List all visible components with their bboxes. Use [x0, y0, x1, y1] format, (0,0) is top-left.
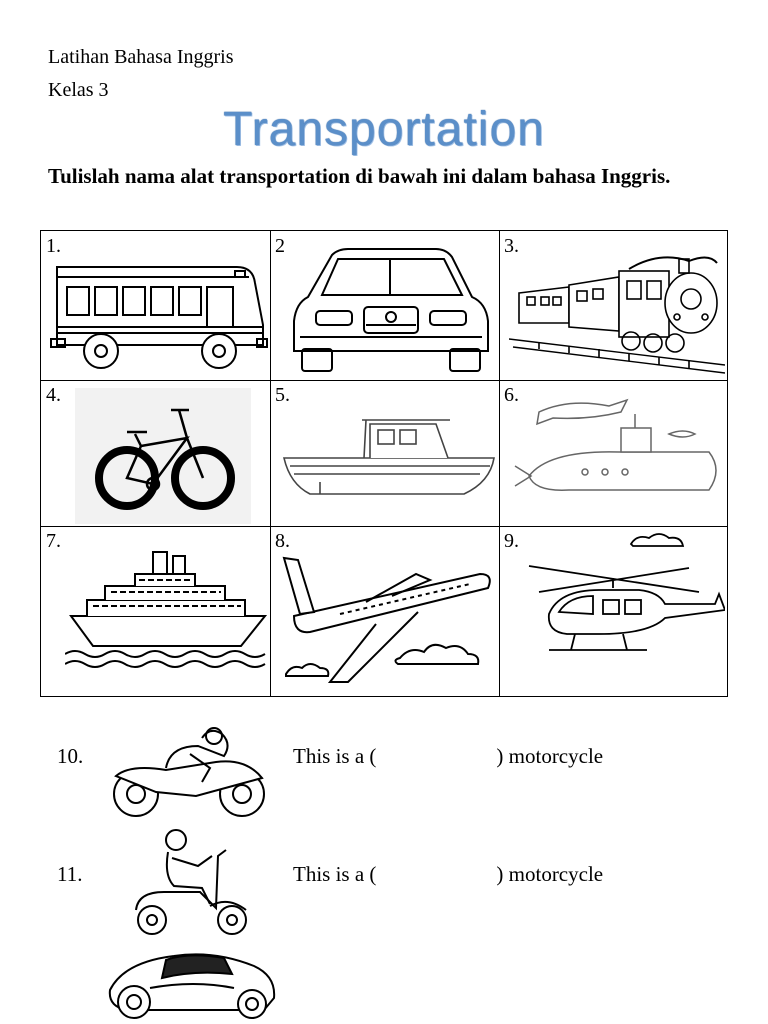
cell-number: 1.: [46, 235, 61, 257]
question-number: 10.: [57, 744, 84, 768]
boat-icon: [280, 410, 498, 506]
sentence-prefix: This is a (: [293, 744, 377, 768]
sports-car-icon: [104, 944, 280, 1024]
grid-cell-5: [270, 380, 499, 526]
grid-cell-8: [270, 526, 499, 697]
grid-cell-7: [41, 526, 270, 697]
grid-cell-1: [41, 231, 270, 380]
worksheet-subject: Latihan Bahasa Inggris: [48, 46, 234, 68]
cell-number: 7.: [46, 530, 61, 552]
submarine-icon: [509, 390, 725, 520]
worksheet-class: Kelas 3: [48, 79, 109, 101]
worksheet-title: Transportation: [223, 103, 545, 156]
grid-cell-2: [270, 231, 499, 380]
sentence-prefix: This is a (: [293, 862, 377, 886]
sentence-suffix: ) motorcycle: [496, 744, 604, 768]
bus-icon: [49, 253, 269, 375]
cell-number: 6.: [504, 384, 519, 406]
grid-cell-6: [499, 380, 728, 526]
grid-cell-3: [499, 231, 728, 380]
grid-cell-4: [41, 380, 270, 526]
sentence-suffix: ) motorcycle: [496, 862, 604, 886]
cell-number: 4.: [46, 384, 61, 406]
sport-motorcycle-icon: [106, 724, 270, 822]
ship-icon: [65, 546, 269, 672]
cell-number: 9.: [504, 530, 519, 552]
instruction-text: Tulislah nama alat transportation di bawah ini dalam bahasa Inggris.: [48, 164, 671, 188]
cell-number: 5.: [275, 384, 290, 406]
cell-number: 8.: [275, 530, 290, 552]
car-suv-icon: [286, 241, 496, 377]
transport-grid: [40, 230, 728, 697]
airplane-icon: [280, 554, 496, 688]
question-number: 11.: [57, 862, 83, 886]
train-icon: [509, 247, 725, 377]
helicopter-icon: [519, 530, 725, 674]
question-sentence: [293, 744, 603, 769]
question-sentence: [293, 862, 603, 887]
cell-number: 3.: [504, 235, 519, 257]
scooter-icon: [124, 826, 254, 940]
bicycle-icon: [75, 388, 251, 524]
cell-number: 2: [275, 235, 285, 257]
grid-cell-9: [499, 526, 728, 697]
